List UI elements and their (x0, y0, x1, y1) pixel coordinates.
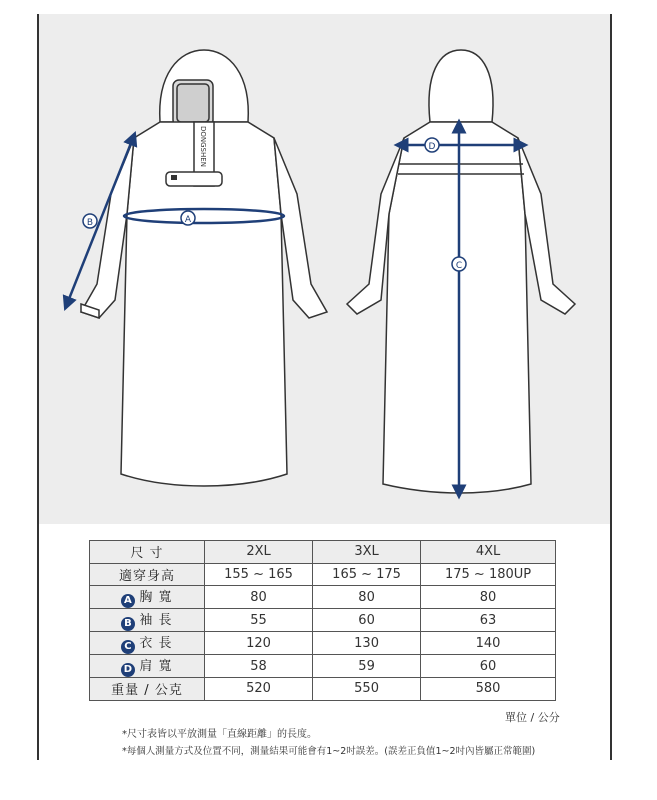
marker-c-label: C (455, 261, 463, 271)
badge-d: D (121, 663, 135, 677)
table-cell: 58 (205, 655, 313, 678)
frame-right-border (610, 14, 612, 760)
table-cell: 63 (421, 609, 556, 632)
marker-d-label: D (428, 142, 436, 152)
row-label (90, 609, 205, 632)
table-cell: 140 (421, 632, 556, 655)
table-row (90, 563, 556, 586)
row-label-text: 袖 長 (139, 613, 173, 629)
badge-c: C (121, 640, 135, 654)
table-row (90, 632, 556, 655)
front-view (81, 50, 327, 486)
row-label-text: 重量 / 公克 (111, 683, 183, 699)
back-view (347, 50, 575, 493)
table-cell: 120 (205, 632, 313, 655)
table-cell: 60 (313, 609, 421, 632)
table-cell: 80 (421, 586, 556, 609)
row-label-text: 衣 長 (139, 636, 173, 652)
table-row (90, 586, 556, 609)
table-cell: 59 (313, 655, 421, 678)
raincoat-illustration (39, 14, 610, 524)
table-cell: 580 (421, 678, 556, 701)
row-label (90, 586, 205, 609)
size-header-3xl: 3XL (313, 541, 421, 564)
table-cell: 520 (205, 678, 313, 701)
table-cell: 80 (205, 586, 313, 609)
marker-a-label: A (184, 215, 192, 225)
measurement-note: *尺寸表皆以平放測量「直線距離」的長度。 (122, 729, 317, 740)
size-table (89, 540, 556, 701)
row-label-text: 肩 寬 (139, 659, 173, 675)
table-cell: 175 ~ 180UP (421, 563, 556, 586)
size-header-4xl: 4XL (421, 541, 556, 564)
size-header-label: 尺 寸 (90, 541, 205, 564)
unit-label: 單位 / 公分 (505, 711, 560, 724)
row-label (90, 678, 205, 701)
table-cell: 155 ~ 165 (205, 563, 313, 586)
raincoat-diagram (39, 14, 610, 524)
table-cell: 130 (313, 632, 421, 655)
tolerance-note: *每個人測量方式及位置不同，測量結果可能會有1~2吋誤差。(誤差正負值1~2吋內皆屬正常範圍) (122, 746, 536, 757)
table-cell: 60 (421, 655, 556, 678)
table-cell: 165 ~ 175 (313, 563, 421, 586)
table-cell: 55 (205, 609, 313, 632)
row-label (90, 563, 205, 586)
brand-text: DONGSHEN (199, 126, 207, 167)
table-row (90, 655, 556, 678)
row-label (90, 632, 205, 655)
table-cell: 80 (313, 586, 421, 609)
badge-a: A (121, 594, 135, 608)
size-header-2xl: 2XL (205, 541, 313, 564)
table-row (90, 678, 556, 701)
table-row (90, 609, 556, 632)
size-table-header (90, 541, 556, 564)
marker-b-label: B (86, 218, 94, 228)
row-label-text: 適穿身高 (118, 568, 175, 584)
badge-b: B (121, 617, 135, 631)
row-label (90, 655, 205, 678)
row-label-text: 胸 寬 (139, 590, 173, 606)
table-cell: 550 (313, 678, 421, 701)
